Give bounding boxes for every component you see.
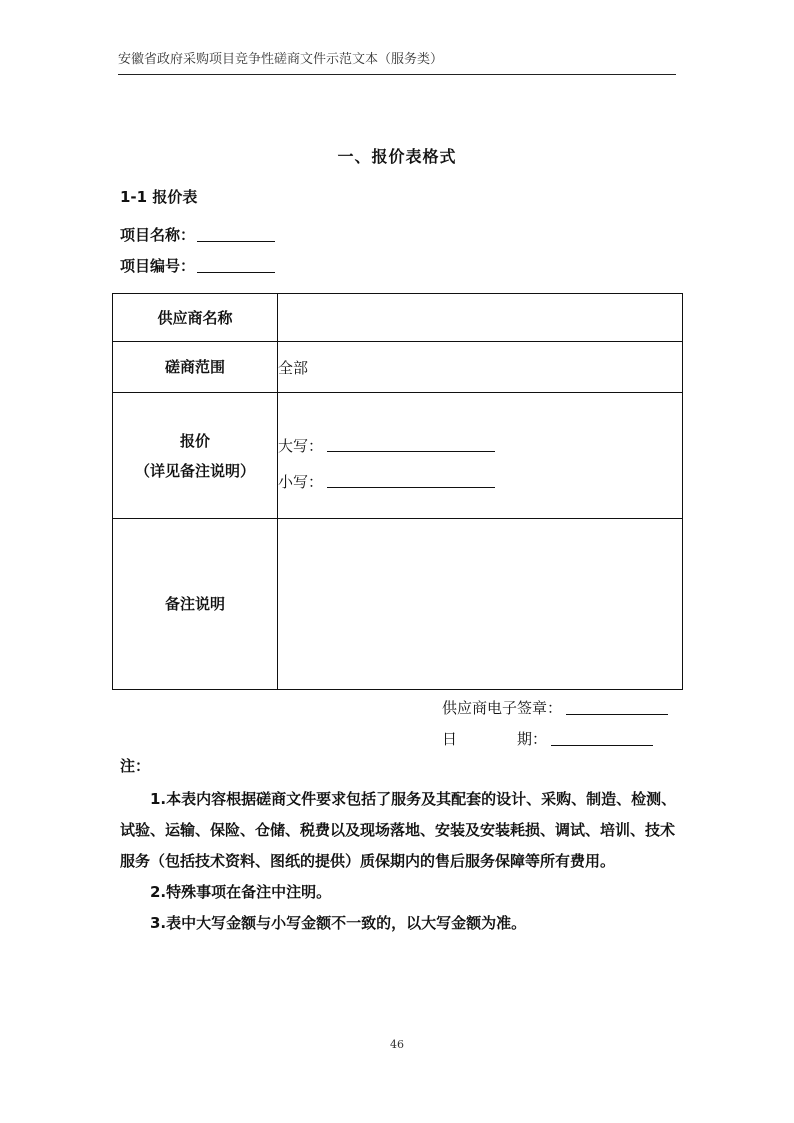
quote-table <box>112 293 683 690</box>
remark-cell[interactable] <box>278 519 683 690</box>
notes-list <box>120 784 680 939</box>
remark-label: 备注说明 <box>113 519 278 690</box>
supplier-name-label: 供应商名称 <box>113 294 278 342</box>
project-name-blank[interactable] <box>197 240 275 242</box>
price-sub-label: （详见备注说明） <box>134 461 255 480</box>
signature-label: 供应商电子签章： <box>442 699 563 717</box>
note-item: 1.本表内容根据磋商文件要求包括了服务及其配套的设计、采购、制造、检测、试验、运输、保险、仓储、税费以及现场落地、安装及安装耗损、调试、培训、技术服务（包括技术资料、图纸的提供）质保期内的售后服务保障等所有费用。 <box>120 790 677 870</box>
section-title: 1-1 报价表 <box>120 188 198 206</box>
table-row <box>113 342 683 393</box>
scope-label: 磋商范围 <box>113 342 278 393</box>
project-name-field <box>120 224 275 245</box>
note-item: 3.表中大写金额与小写金额不一致的，以大写金额为准。 <box>150 914 527 932</box>
project-no-field <box>120 255 275 276</box>
signature-blank[interactable] <box>566 714 668 715</box>
header-text: 安徽省政府采购项目竞争性磋商文件示范文本（服务类） <box>118 52 444 67</box>
lower-amount-label: 小写： <box>278 472 324 491</box>
upper-amount-label: 大写： <box>278 436 324 455</box>
page-header <box>118 50 676 75</box>
page-number: 46 <box>390 1038 404 1051</box>
lower-amount-field <box>278 456 682 492</box>
note-item: 2.特殊事项在备注中注明。 <box>150 883 332 901</box>
table-row <box>113 393 683 519</box>
page-title: 一、报价表格式 <box>337 147 457 166</box>
lower-amount-blank[interactable] <box>327 487 495 488</box>
upper-amount-blank[interactable] <box>327 451 495 452</box>
project-name-label: 项目名称： <box>120 226 196 244</box>
supplier-name-cell[interactable] <box>278 294 683 342</box>
price-cell <box>278 393 683 519</box>
price-label: 报价 <box>179 431 210 450</box>
date-blank[interactable] <box>551 745 653 746</box>
table-row <box>113 519 683 690</box>
date-label: 日 期： <box>442 730 548 748</box>
price-label-cell <box>113 393 278 519</box>
notes-heading: 注： <box>120 757 151 775</box>
upper-amount-field <box>278 420 682 456</box>
date-field <box>442 728 653 749</box>
table-row <box>113 294 683 342</box>
signature-field <box>442 697 668 718</box>
project-no-label: 项目编号： <box>120 257 196 275</box>
project-no-blank[interactable] <box>197 271 275 273</box>
scope-value: 全部 <box>278 342 683 393</box>
